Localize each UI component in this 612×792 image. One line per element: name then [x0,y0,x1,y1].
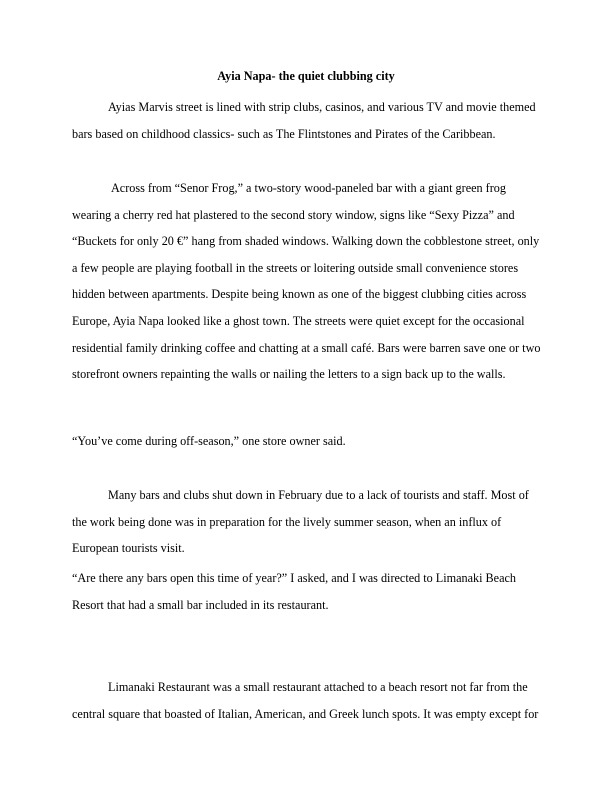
paragraph-off-season-quote [72,428,542,455]
text-line: residential family drinking coffee and chatting at a small café. Bars were barren save one or two [72,340,541,355]
paragraph-bars-shut-down [72,482,542,562]
text-line: European tourists visit. [72,541,185,556]
text-line: Europe, Ayia Napa looked like a ghost town. The streets were quiet except for the occasional [72,313,525,328]
text-line: Limanaki Restaurant was a small restaurant attached to a beach resort not far from the [108,680,528,694]
text-line: Across from “Senor Frog,” a two-story wood-paneled bar with a giant green frog [111,181,506,195]
paragraph-limanaki-restaurant [72,674,542,727]
text-line: Many bars and clubs shut down in February due to a lack of tourists and staff. Most of [108,488,529,502]
text-line: Resort that had a small bar included in its restaurant. [72,597,329,612]
text-line: storefront owners repainting the walls or nailing the letters to a sign back up to the walls. [72,367,506,382]
text-line: Ayias Marvis street is lined with strip clubs, casinos, and various TV and movie themed [108,100,536,114]
paragraph-senor-frog [72,175,542,388]
text-line: a few people are playing football in the streets or loitering outside small convenience stores [72,260,519,275]
text-line: “You’ve come during off-season,” one store owner said. [72,434,346,448]
text-line: the work being done was in preparation for the lively summer season, when an influx of [72,514,502,529]
text-line: wearing a cherry red hat plastered to the second story window, signs like “Sexy Pizza” and [72,207,515,222]
paragraph-bars-open-question [72,565,542,618]
text-line: “Are there any bars open this time of year?” I asked, and I was directed to Limanaki Beach [72,571,516,585]
text-line: hidden between apartments. Despite being known as one of the biggest clubbing cities across [72,287,527,302]
text-line: “Buckets for only 20 €” hang from shaded windows. Walking down the cobblestone street, only [72,234,540,249]
document-title: Ayia Napa- the quiet clubbing city [217,69,395,83]
text-line: central square that boasted of Italian, American, and Greek lunch spots. It was empty except for [72,706,539,721]
paragraph-ayias-marvis-street [72,94,542,147]
text-line: bars based on childhood classics- such as The Flintstones and Pirates of the Caribbean. [72,126,496,141]
